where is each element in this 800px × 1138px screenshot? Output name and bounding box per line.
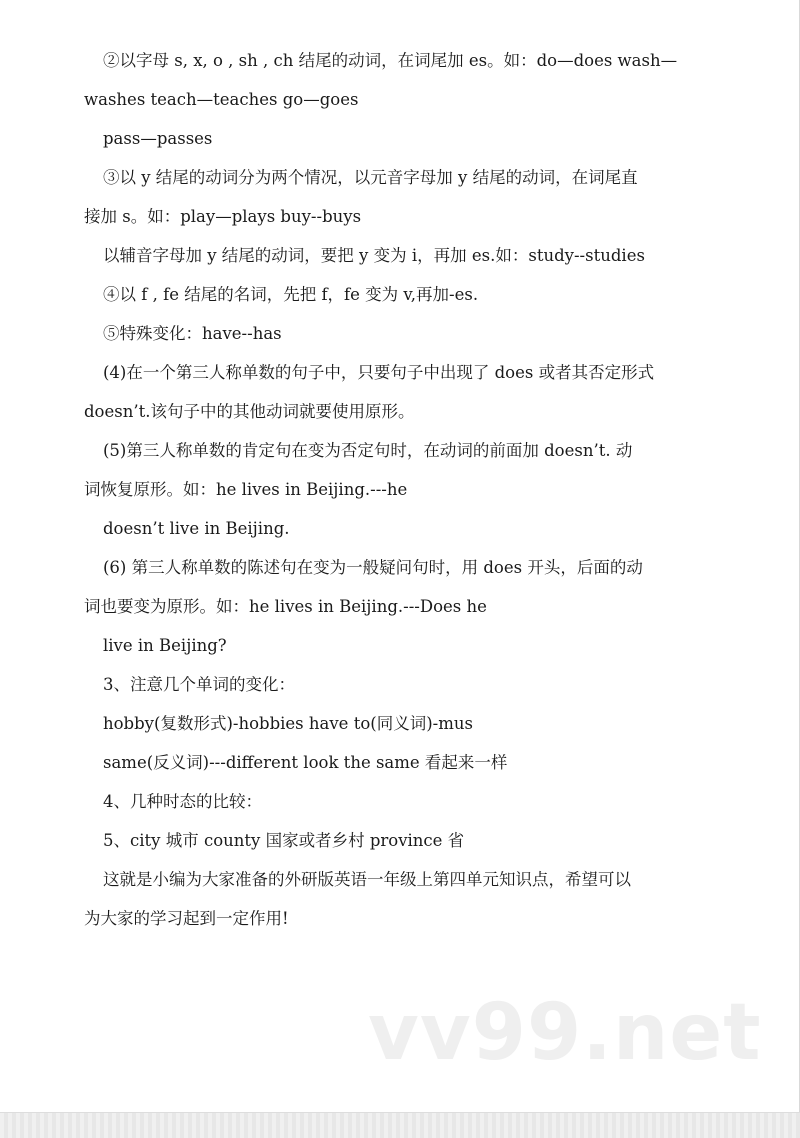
text-line: same(反义词)---different look the same 看起来一样 bbox=[103, 753, 508, 772]
text-line: (5)第三人称单数的肯定句在变为否定句时，在动词的前面加 doesn’t. 动 bbox=[103, 441, 633, 460]
text-line: 为大家的学习起到一定作用! bbox=[84, 909, 289, 928]
text-line: pass—passes bbox=[103, 129, 213, 148]
text-line: 3、注意几个单词的变化： bbox=[103, 675, 295, 694]
bottom-edge-bar bbox=[0, 1112, 800, 1138]
text-line: doesn’t.该句子中的其他动词就要使用原形。 bbox=[84, 402, 415, 421]
text-line: ②以字母 s, x, o , sh , ch 结尾的动词，在词尾加 es。如：do—does wash— bbox=[103, 51, 678, 70]
text-line: live in Beijing? bbox=[103, 636, 227, 655]
text-line: 5、city 城市 county 国家或者乡村 province 省 bbox=[103, 831, 465, 850]
text-line: doesn’t live in Beijing. bbox=[103, 519, 290, 538]
text-line: washes teach—teaches go—goes bbox=[84, 90, 359, 109]
text-line: ⑤特殊变化：have--has bbox=[103, 324, 282, 343]
text-line: 词也要变为原形。如：he lives in Beijing.---Does he bbox=[84, 597, 487, 616]
watermark: vv99.net bbox=[368, 988, 762, 1078]
text-line: 以辅音字母加 y 结尾的动词，要把 y 变为 i，再加 es.如：study--studies bbox=[103, 246, 645, 265]
text-line: 词恢复原形。如：he lives in Beijing.---he bbox=[84, 480, 408, 499]
text-line: (4)在一个第三人称单数的句子中，只要句子中出现了 does 或者其否定形式 bbox=[103, 363, 655, 382]
text-line: 接加 s。如：play—plays buy--buys bbox=[84, 207, 362, 226]
text-line: ④以 f , fe 结尾的名词，先把 f，fe 变为 v,再加-es. bbox=[103, 285, 479, 304]
text-line: hobby(复数形式)-hobbies have to(同义词)-mus bbox=[103, 714, 473, 733]
text-line: ③以 y 结尾的动词分为两个情况，以元音字母加 y 结尾的动词，在词尾直 bbox=[103, 168, 638, 187]
text-line: (6) 第三人称单数的陈述句在变为一般疑问句时，用 does 开头，后面的动 bbox=[103, 558, 643, 577]
text-line: 4、几种时态的比较： bbox=[103, 792, 262, 811]
text-line: 这就是小编为大家准备的外研版英语一年级上第四单元知识点，希望可以 bbox=[103, 870, 631, 889]
